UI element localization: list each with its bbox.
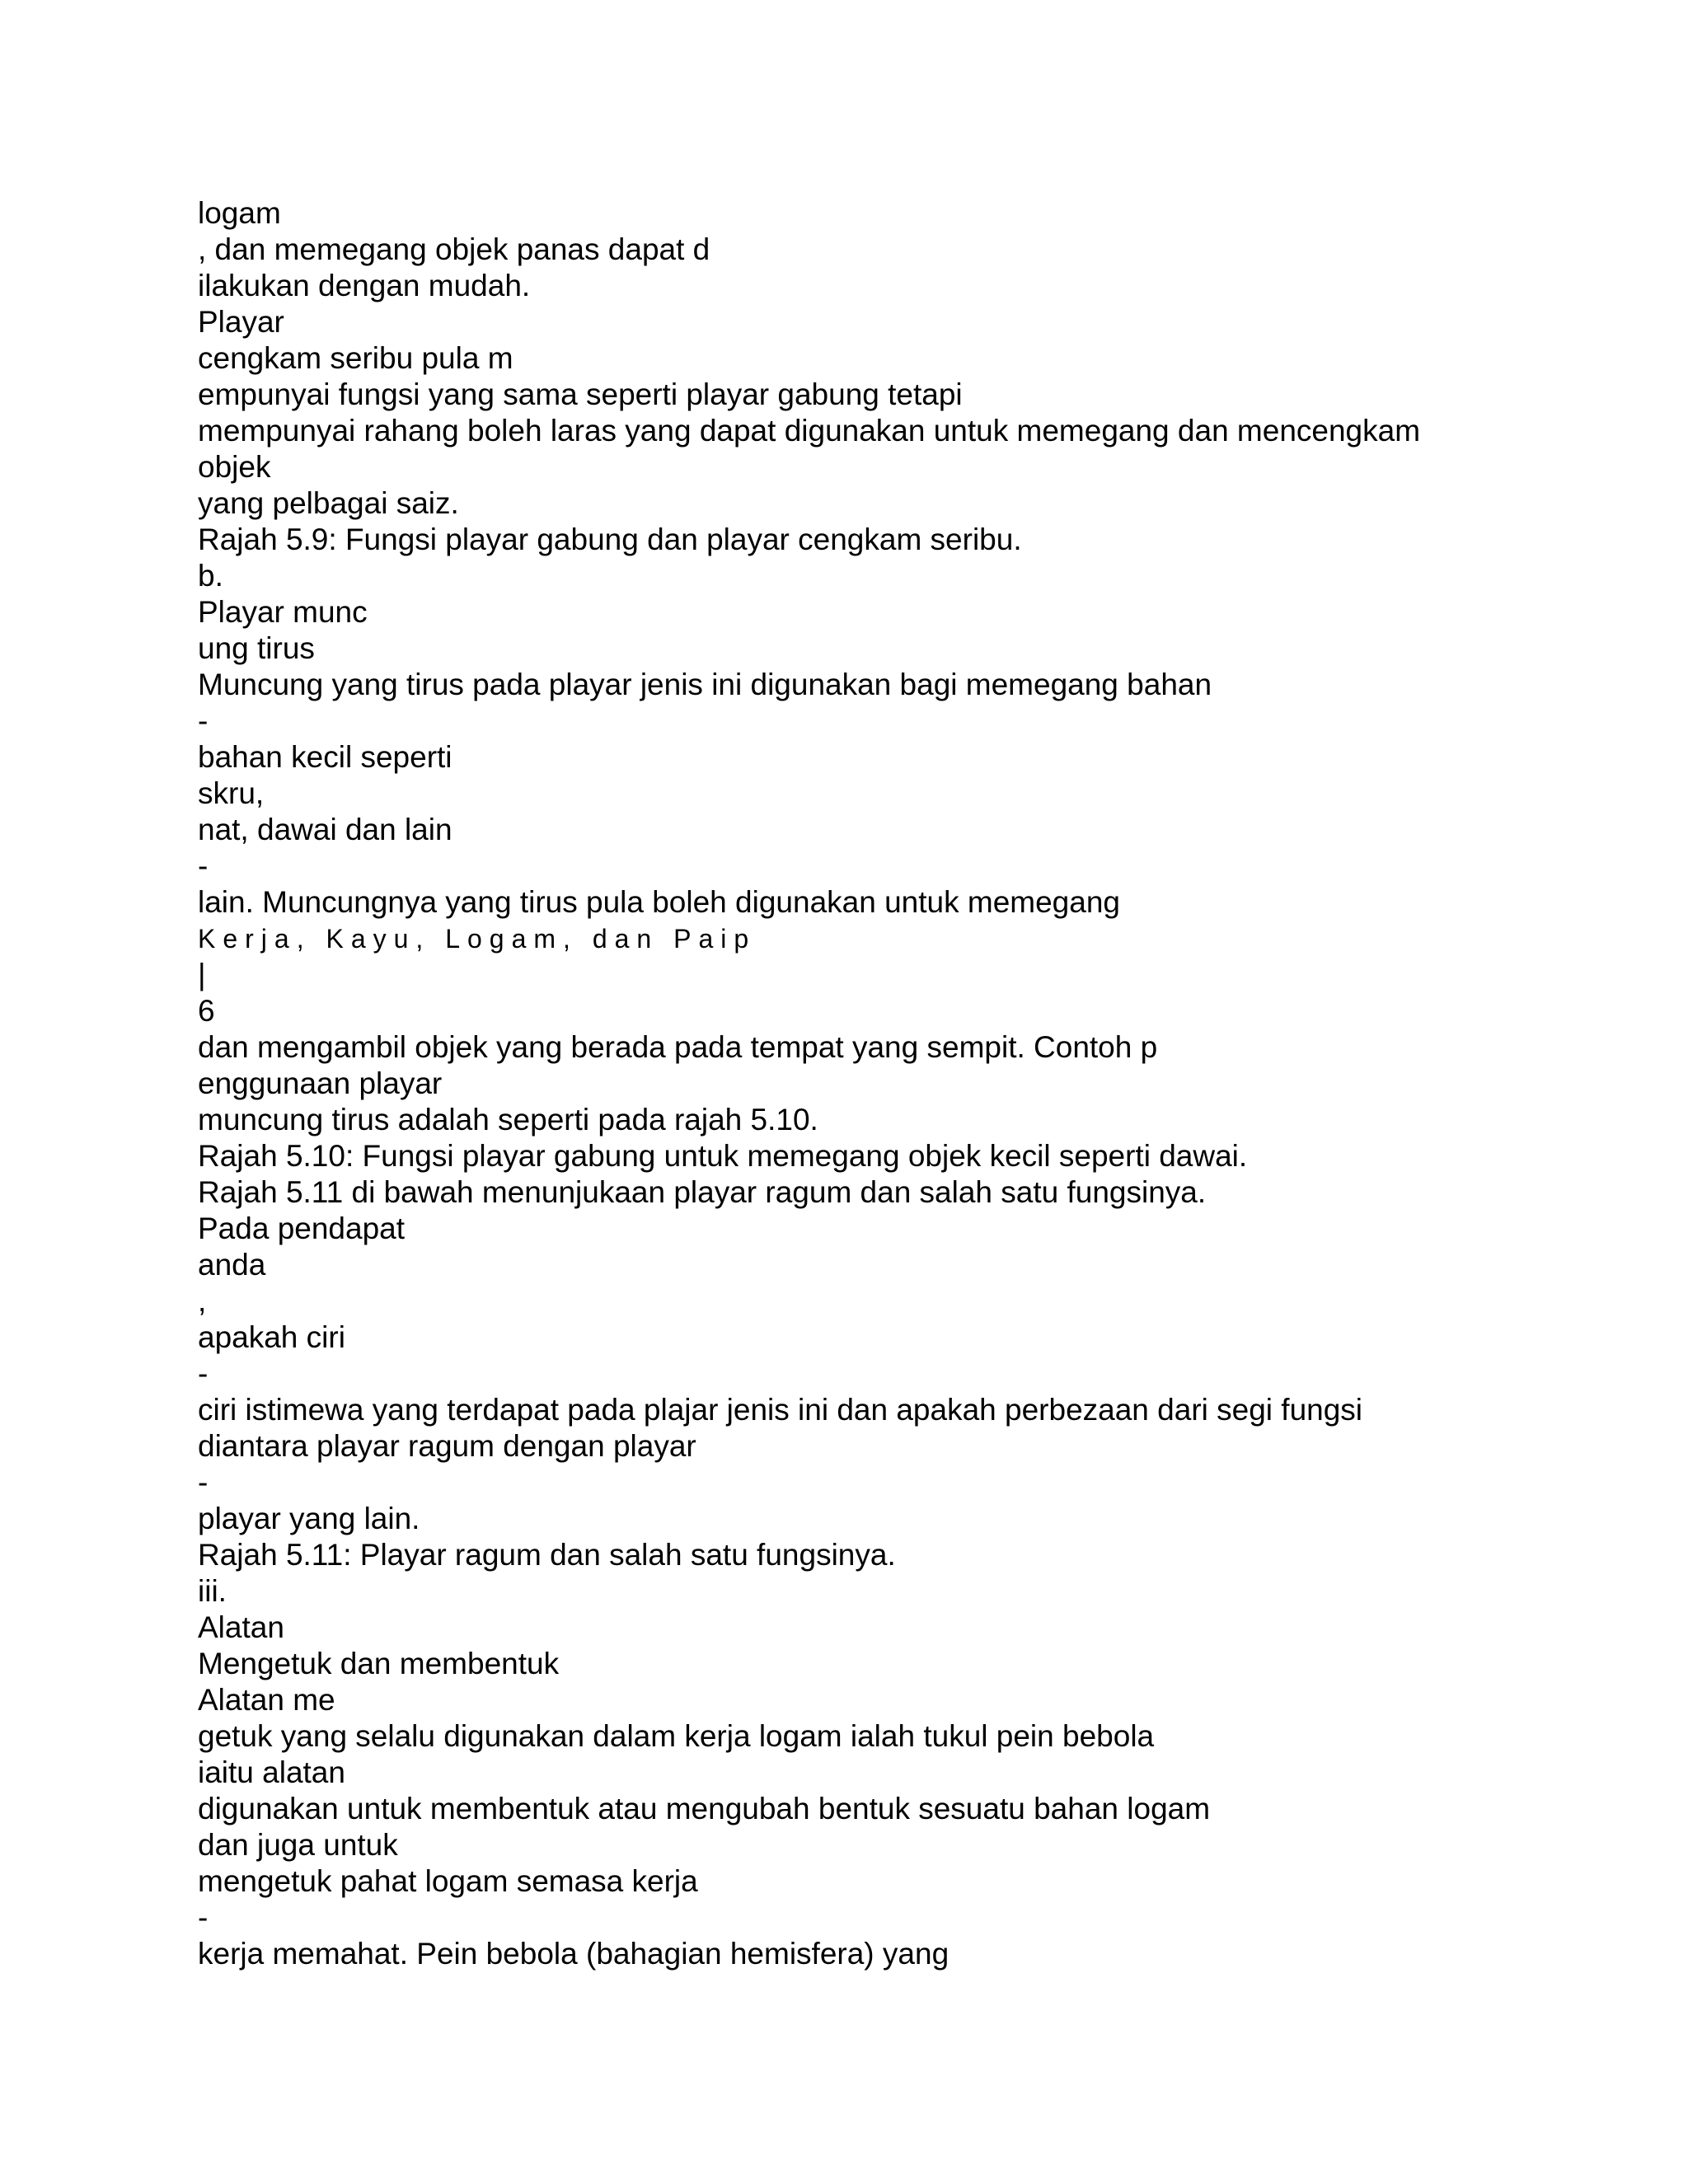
text-line: dan juga untuk xyxy=(198,1828,398,1862)
text-line: iaitu alatan xyxy=(198,1755,345,1789)
text-line: bahan kecil seperti xyxy=(198,740,452,774)
text-line: objek xyxy=(198,450,271,484)
text-line: digunakan untuk membentuk atau mengubah bentuk sesuatu bahan logam xyxy=(198,1792,1211,1825)
text-line: logam xyxy=(198,196,281,230)
text-line: Muncung yang tirus pada playar jenis ini digunakan bagi memegang bahan xyxy=(198,668,1212,701)
text-line: anda xyxy=(198,1248,266,1282)
document-body xyxy=(198,195,1599,1972)
text-line: dan mengambil objek yang berada pada tempat yang sempit. Contoh p xyxy=(198,1030,1158,1064)
text-line: apakah ciri xyxy=(198,1320,345,1354)
text-line: b. xyxy=(198,559,223,593)
page-number: 6 xyxy=(198,994,215,1028)
text-line: empunyai fungsi yang sama seperti playar gabung tetapi xyxy=(198,377,963,411)
text-line: kerja memahat. Pein bebola (bahagian hemisfera) yang xyxy=(198,1937,950,1971)
text-line: - xyxy=(198,704,209,738)
text-line: , dan memegang objek panas dapat d xyxy=(198,232,710,266)
text-line: - xyxy=(198,1465,209,1499)
text-line: Playar xyxy=(198,305,284,339)
text-line: Rajah 5.11: Playar ragum dan salah satu fungsinya. xyxy=(198,1538,896,1572)
text-line: mempunyai rahang boleh laras yang dapat digunakan untuk memegang dan mencengkam xyxy=(198,414,1421,448)
text-line: ung tirus xyxy=(198,631,315,665)
text-line: iii. xyxy=(198,1574,227,1608)
text-line: lain. Muncungnya yang tirus pula boleh digunakan untuk memegang xyxy=(198,885,1120,919)
text-line: diantara playar ragum dengan playar xyxy=(198,1429,696,1463)
text-line: - xyxy=(198,1357,209,1390)
text-line: Playar munc xyxy=(198,595,368,629)
text-line: ilakukan dengan mudah. xyxy=(198,269,531,302)
text-line: - xyxy=(198,1900,209,1934)
text-line: nat, dawai dan lain xyxy=(198,813,452,846)
text-line: cengkam seribu pula m xyxy=(198,341,513,375)
text-line: mengetuk pahat logam semasa kerja xyxy=(198,1864,698,1898)
running-header: Kerja, Kayu, Logam, dan Paip xyxy=(198,924,757,954)
text-line: Alatan xyxy=(198,1610,284,1644)
text-line: Rajah 5.11 di bawah menunjukaan playar ragum dan salah satu fungsinya. xyxy=(198,1175,1207,1209)
text-line: , xyxy=(198,1284,207,1318)
text-line: enggunaan playar xyxy=(198,1066,443,1100)
text-line: Pada pendapat xyxy=(198,1212,406,1245)
text-line: skru, xyxy=(198,776,265,810)
text-line: Mengetuk dan membentuk xyxy=(198,1647,560,1680)
text-line: | xyxy=(198,958,206,991)
text-line: Rajah 5.9: Fungsi playar gabung dan playar cengkam seribu. xyxy=(198,523,1022,556)
text-line: - xyxy=(198,849,209,883)
text-line: Rajah 5.10: Fungsi playar gabung untuk memegang objek kecil seperti dawai. xyxy=(198,1139,1248,1173)
text-line: yang pelbagai saiz. xyxy=(198,486,459,520)
text-line: muncung tirus adalah seperti pada rajah 5.10. xyxy=(198,1103,818,1137)
text-line: ciri istimewa yang terdapat pada plajar jenis ini dan apakah perbezaan dari segi fungsi xyxy=(198,1393,1363,1427)
text-line: Alatan me xyxy=(198,1683,335,1717)
text-line: playar yang lain. xyxy=(198,1502,420,1535)
text-line: getuk yang selalu digunakan dalam kerja logam ialah tukul pein bebola xyxy=(198,1719,1155,1753)
